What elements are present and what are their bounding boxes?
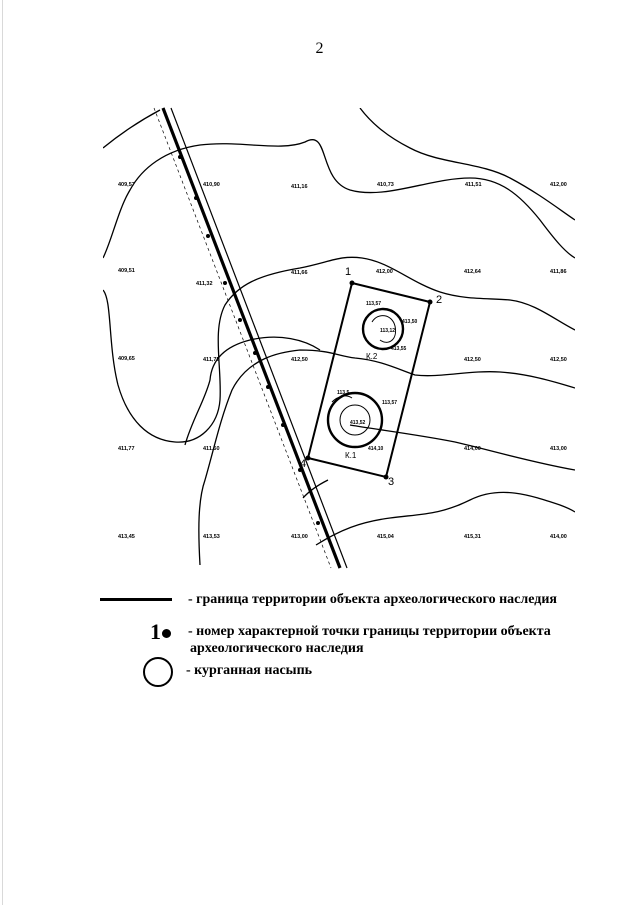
legend-point-label-line1: - номер характерной точки границы территории объекта — [188, 624, 551, 639]
road-line — [163, 108, 340, 568]
elevation-label: 412,50 — [291, 357, 308, 363]
elevation-label: 411,86 — [550, 269, 567, 275]
mound-label: К.1 — [345, 451, 357, 460]
contour-line — [103, 257, 575, 442]
elevation-label: 113,12 — [380, 328, 396, 334]
road-marker — [206, 234, 210, 238]
boundary-point-label: 1 — [345, 266, 352, 278]
road-marker — [223, 281, 227, 285]
legend-boundary-line-sample — [100, 598, 172, 601]
elevation-label: 413,53 — [203, 534, 220, 540]
road-edge-dashed — [154, 108, 331, 568]
elevation-label: 412,64 — [464, 269, 481, 275]
road-marker — [253, 351, 257, 355]
road-marker — [281, 423, 285, 427]
boundary-point-label: 4 — [300, 458, 307, 470]
contour-line — [360, 108, 575, 220]
elevation-label: 411,77 — [118, 446, 135, 452]
legend-mound-label: - курганная насыпь — [186, 663, 313, 678]
elevation-label: 411,75 — [203, 357, 220, 363]
elevation-label: 412,00 — [376, 269, 393, 275]
elevation-label: 415,04 — [377, 534, 394, 540]
elevation-label: 412,50 — [550, 357, 567, 363]
road-line — [171, 108, 350, 568]
elevation-label: 411,51 — [465, 182, 482, 188]
elevation-label: 413,00 — [550, 446, 567, 452]
legend-point-sample — [150, 621, 171, 643]
elevation-label: 113,57 — [382, 400, 398, 406]
road-marker — [178, 155, 182, 159]
elevation-label: 412,00 — [550, 182, 567, 188]
elevation-label: 413,00 — [291, 534, 308, 540]
elevation-label: 413,52 — [350, 420, 366, 426]
legend-point-label-line2: археологического наследия — [190, 641, 364, 656]
contour-line — [316, 492, 575, 545]
legend-point-number: 1 — [150, 619, 161, 644]
elevation-label: 113,5 — [337, 390, 350, 396]
elevation-label: 414,10 — [368, 446, 384, 452]
mound-label: К.2 — [366, 352, 378, 361]
elevation-label: 411,16 — [291, 184, 308, 190]
elevation-label: 411,50 — [203, 446, 220, 452]
legend-mound-circle-icon — [143, 657, 173, 687]
elevation-label: 413,45 — [118, 534, 135, 540]
elevation-label: 415,31 — [464, 534, 481, 540]
elevation-label: 410,73 — [377, 182, 394, 188]
legend-boundary-label: - граница территории объекта археологического наследия — [188, 592, 558, 607]
elevation-label: 113,57 — [366, 301, 382, 307]
elevation-label: 412,50 — [464, 357, 481, 363]
boundary-point-marker — [428, 300, 433, 305]
elevation-label: 413,55 — [391, 346, 407, 352]
contour-line — [103, 140, 575, 258]
boundary-point-label: 3 — [388, 476, 395, 488]
contour-line — [185, 337, 320, 445]
contour-line — [103, 110, 160, 148]
elevation-label: 413,50 — [402, 319, 418, 325]
road-marker — [194, 196, 198, 200]
elevation-label: 414,00 — [550, 534, 567, 540]
elevation-label: 414,00 — [464, 446, 481, 452]
elevation-label: 409,51 — [118, 268, 135, 274]
elevation-label: 411,66 — [291, 270, 308, 276]
elevation-label: 411,32 — [196, 281, 213, 287]
road-marker — [316, 521, 320, 525]
elevation-label: 410,90 — [203, 182, 220, 188]
page-number: 2 — [315, 40, 324, 57]
road-marker — [238, 318, 242, 322]
boundary-point-marker — [306, 456, 311, 461]
contour-line — [350, 425, 575, 470]
legend-point-label — [188, 623, 551, 657]
road-marker — [266, 385, 270, 389]
elevation-label: 409,65 — [118, 356, 135, 362]
legend-point-dot-icon — [162, 629, 171, 638]
elevation-label: 409,57 — [118, 182, 135, 188]
boundary-point-marker — [350, 281, 355, 286]
boundary-point-label: 2 — [436, 294, 443, 306]
